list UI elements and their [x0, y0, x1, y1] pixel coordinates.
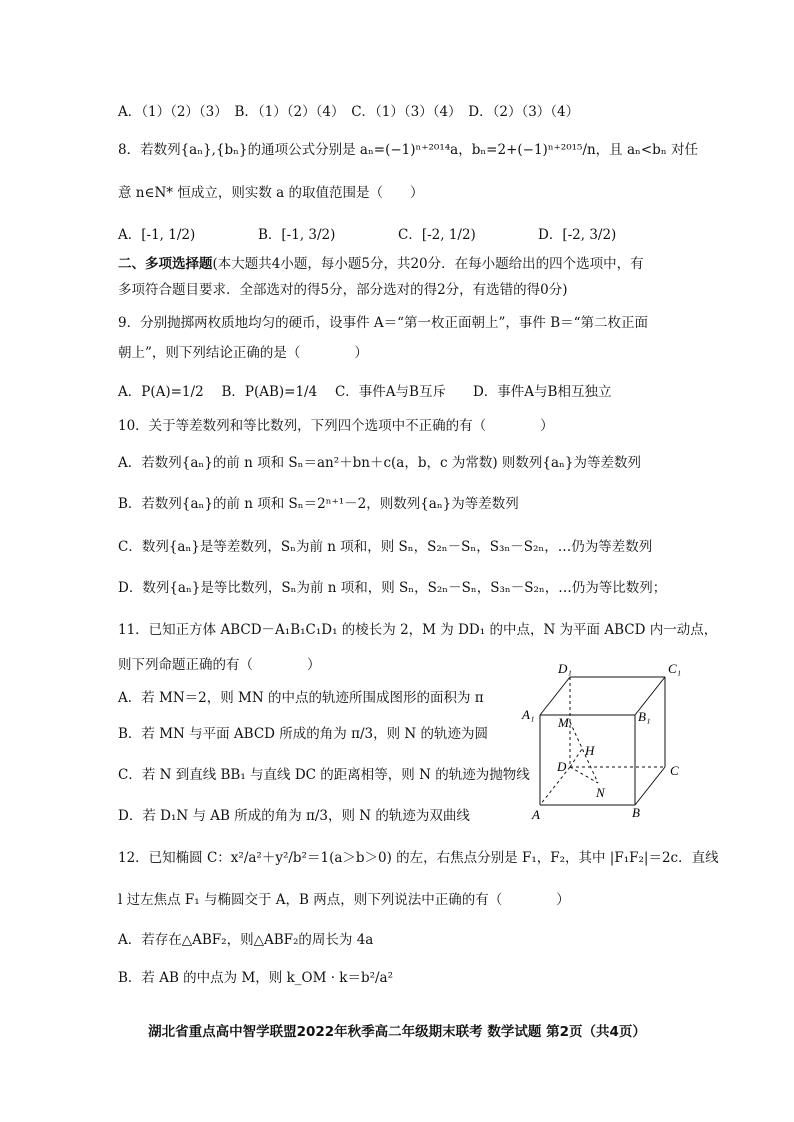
- q10-option-d: D．数列{aₙ}是等比数列，Sₙ为前 n 项和，则 Sₙ，S₂ₙ－Sₙ，S₃ₙ－S₂ₙ，…仍为等比数列；: [118, 580, 667, 596]
- label-D1: D₁: [558, 661, 572, 676]
- q8-option-a: A．[-1, 1/2): [118, 227, 196, 243]
- page-footer: 湖北省重点高中智学联盟2022年秋季高二年级期末联考 数学试题 第2页（共4页）: [148, 1024, 646, 1040]
- q11-option-c: C．若 N 到直线 BB₁ 与直线 DC 的距离相等，则 N 的轨迹为抛物线: [118, 767, 530, 783]
- edge-bc: [635, 767, 665, 805]
- label-A: A: [532, 807, 540, 822]
- q11-option-a: A．若 MN＝2，则 MN 的中点的轨迹所围成图形的面积为 π: [118, 690, 484, 706]
- section2-desc2: 多项符合题目要求．全部选对的得5分，部分选对的得2分，有选错的得0分): [118, 282, 568, 298]
- label-A1: A₁: [522, 707, 535, 722]
- label-N: N: [596, 785, 605, 800]
- q8-option-c: C．[-2, 1/2): [398, 227, 476, 243]
- q10-option-b: B．若数列{aₙ}的前 n 项和 Sₙ＝2ⁿ⁺¹－2，则数列{aₙ}为等差数列: [118, 496, 519, 512]
- section2-desc1: (本大题共4小题，每小题5分，共20分．在每小题给出的四个选项中，有: [212, 256, 644, 272]
- q9-stem-line1: 9．分别抛掷两枚质地均匀的硬币，设事件 A＝“第一枚正面朝上”，事件 B＝“第二枚正面: [118, 315, 649, 331]
- segment-dn: [570, 767, 598, 783]
- label-C1: C₁: [668, 661, 682, 676]
- section2-title: 二、多项选择题: [118, 256, 213, 272]
- q9-options: A．P(A)=1/2 B．P(AB)=1/4 C．事件A与B互斥 D．事件A与B相互独立: [118, 384, 612, 400]
- q9-stem-line2: 朝上”，则下列结论正确的是（ ）: [118, 345, 368, 361]
- q7-options: A．（1）（2）（3） B．（1）（2）（4） C．（1）（3）（4） D．（2）（3）（4）: [118, 104, 580, 120]
- q8-option-d: D．[-2, 3/2): [538, 227, 617, 243]
- segment-dh: [570, 749, 582, 767]
- q11-option-d: D．若 D₁N 与 AB 所成的角为 π/3，则 N 的轨迹为双曲线: [118, 808, 470, 824]
- q10-option-c: C．数列{aₙ}是等差数列，Sₙ为前 n 项和，则 Sₙ，S₂ₙ－Sₙ，S₃ₙ－S₂ₙ，…仍为等差数列: [118, 539, 653, 555]
- q12-stem-line2: l 过左焦点 F₁ 与椭圆交于 A，B 两点，则下列说法中正确的有（ ）: [118, 892, 570, 908]
- q11-stem-line1: 11．已知正方体 ABCD－A₁B₁C₁D₁ 的棱长为 2，M 为 DD₁ 的中点，N 为平面 ABCD 内一动点，: [118, 622, 718, 638]
- label-H: H: [585, 743, 595, 758]
- q8-stem-line1: 8．若数列{aₙ},{bₙ}的通项公式分别是 aₙ=(−1)ⁿ⁺²⁰¹⁴a，bₙ=2+(−1)ⁿ⁺²⁰¹⁵/n，且 aₙ<bₙ 对任: [118, 142, 698, 158]
- q12-stem-line1: 12．已知椭圆 C：x²/a²＋y²/b²＝1(a＞b＞0) 的左，右焦点分别是 F₁，F₂，其中 |F₁F₂|＝2c．直线: [118, 850, 719, 866]
- q8-option-b: B．[-1, 3/2): [258, 227, 336, 243]
- q11-stem-line2: 则下列命题正确的有（ ）: [118, 657, 321, 673]
- cube-figure: [510, 655, 690, 825]
- label-D: D: [557, 759, 567, 774]
- q12-option-a: A．若存在△ABF₂，则△ABF₂的周长为 4a: [118, 932, 374, 948]
- q12-option-b: B．若 AB 的中点为 M，则 k_OM · k＝b²/a²: [118, 970, 394, 986]
- label-M: M: [558, 715, 569, 730]
- q8-stem-line2: 意 n∈N* 恒成立，则实数 a 的取值范围是（ ）: [118, 185, 424, 201]
- q10-option-a: A．若数列{aₙ}的前 n 项和 Sₙ＝an²＋bn＋c(a，b，c 为常数) 则数列{aₙ}为等差数列: [118, 455, 641, 471]
- edge-a1d1: [540, 677, 570, 715]
- section2-heading: [118, 254, 644, 274]
- label-B: B: [632, 805, 640, 820]
- q10-stem: 10．关于等差数列和等比数列，下列四个选项中不正确的有（ ）: [118, 418, 554, 434]
- q11-option-b: B．若 MN 与平面 ABCD 所成的角为 π/3，则 N 的轨迹为圆: [118, 726, 488, 742]
- label-B1: B₁: [638, 709, 651, 724]
- label-C: C: [670, 763, 679, 778]
